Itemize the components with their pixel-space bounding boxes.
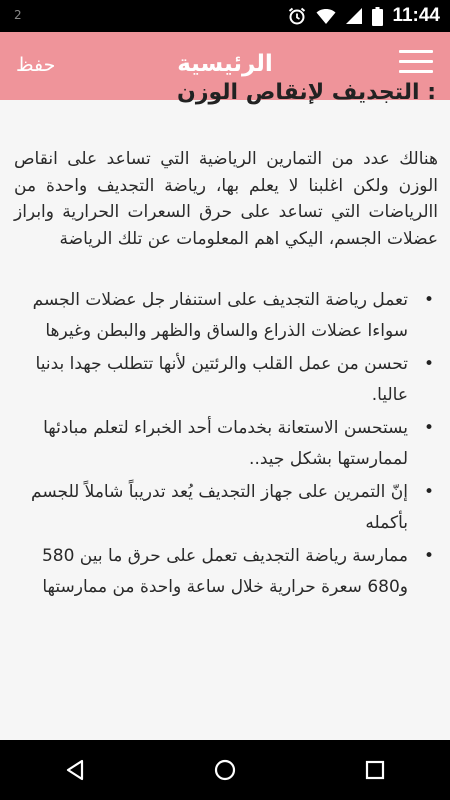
bullet-list (28, 285, 442, 605)
battery-icon (372, 7, 383, 26)
list-item (28, 349, 442, 411)
list-item-text: إنّ التمرين على جهاز التجديف يُعد تدريباً شاملاً للجسم بأكمله (31, 482, 408, 533)
notification-count: 2 (14, 8, 22, 22)
bullet-icon: • (423, 482, 434, 502)
article-content (0, 80, 450, 740)
status-icons (287, 0, 440, 32)
bullet-icon: • (423, 418, 434, 438)
list-item (28, 541, 442, 603)
bullet-icon: • (423, 354, 434, 374)
recents-icon (364, 759, 386, 781)
article-heading: : التجديف لإنقاص الوزن (177, 80, 436, 105)
navigation-bar (0, 740, 450, 800)
back-icon (63, 758, 87, 782)
list-item (28, 285, 442, 347)
list-item (28, 477, 442, 539)
home-button[interactable] (195, 740, 255, 800)
wifi-icon (316, 7, 336, 25)
bullet-icon: • (423, 546, 434, 566)
bullet-icon: • (423, 290, 434, 310)
list-item-text: ممارسة رياضة التجديف تعمل على حرق ما بين 580 و680 سعرة حرارية خلال ساعة واحدة من ممارستها (41, 546, 408, 597)
status-bar (0, 0, 450, 32)
list-item-text: يستحسن الاستعانة بخدمات أحد الخبراء لتعلم مبادئها لممارستها بشكل جيد.. (43, 418, 408, 469)
list-item-text: تعمل رياضة التجديف على استنفار جل عضلات الجسم سواءا عضلات الذراع والساق والظهر والبطن وغيرها (32, 290, 408, 341)
menu-icon[interactable] (399, 50, 433, 78)
alarm-icon (287, 6, 307, 26)
home-icon (213, 758, 237, 782)
article-intro: هنالك عدد من التمارين الرياضية التي تساعد على انقاص الوزن ولكن اغلبنا لا يعلم بها، رياضة التجديف واحدة من االرياضات التي تساعد على حرق السعرات الحرارية وابراز عضلات الجسم، اليكي اهم المعلومات عن تلك الرياضة (14, 149, 438, 249)
back-button[interactable] (45, 740, 105, 800)
page-title: الرئيسية (177, 51, 273, 77)
list-item (28, 413, 442, 475)
signal-icon (345, 7, 363, 25)
clock: 11:44 (392, 5, 440, 26)
recents-button[interactable] (345, 740, 405, 800)
list-item-text: تحسن من عمل القلب والرئتين لأنها تتطلب جهدا بدنيا عاليا. (35, 354, 408, 405)
save-button[interactable]: حفظ (16, 54, 56, 76)
